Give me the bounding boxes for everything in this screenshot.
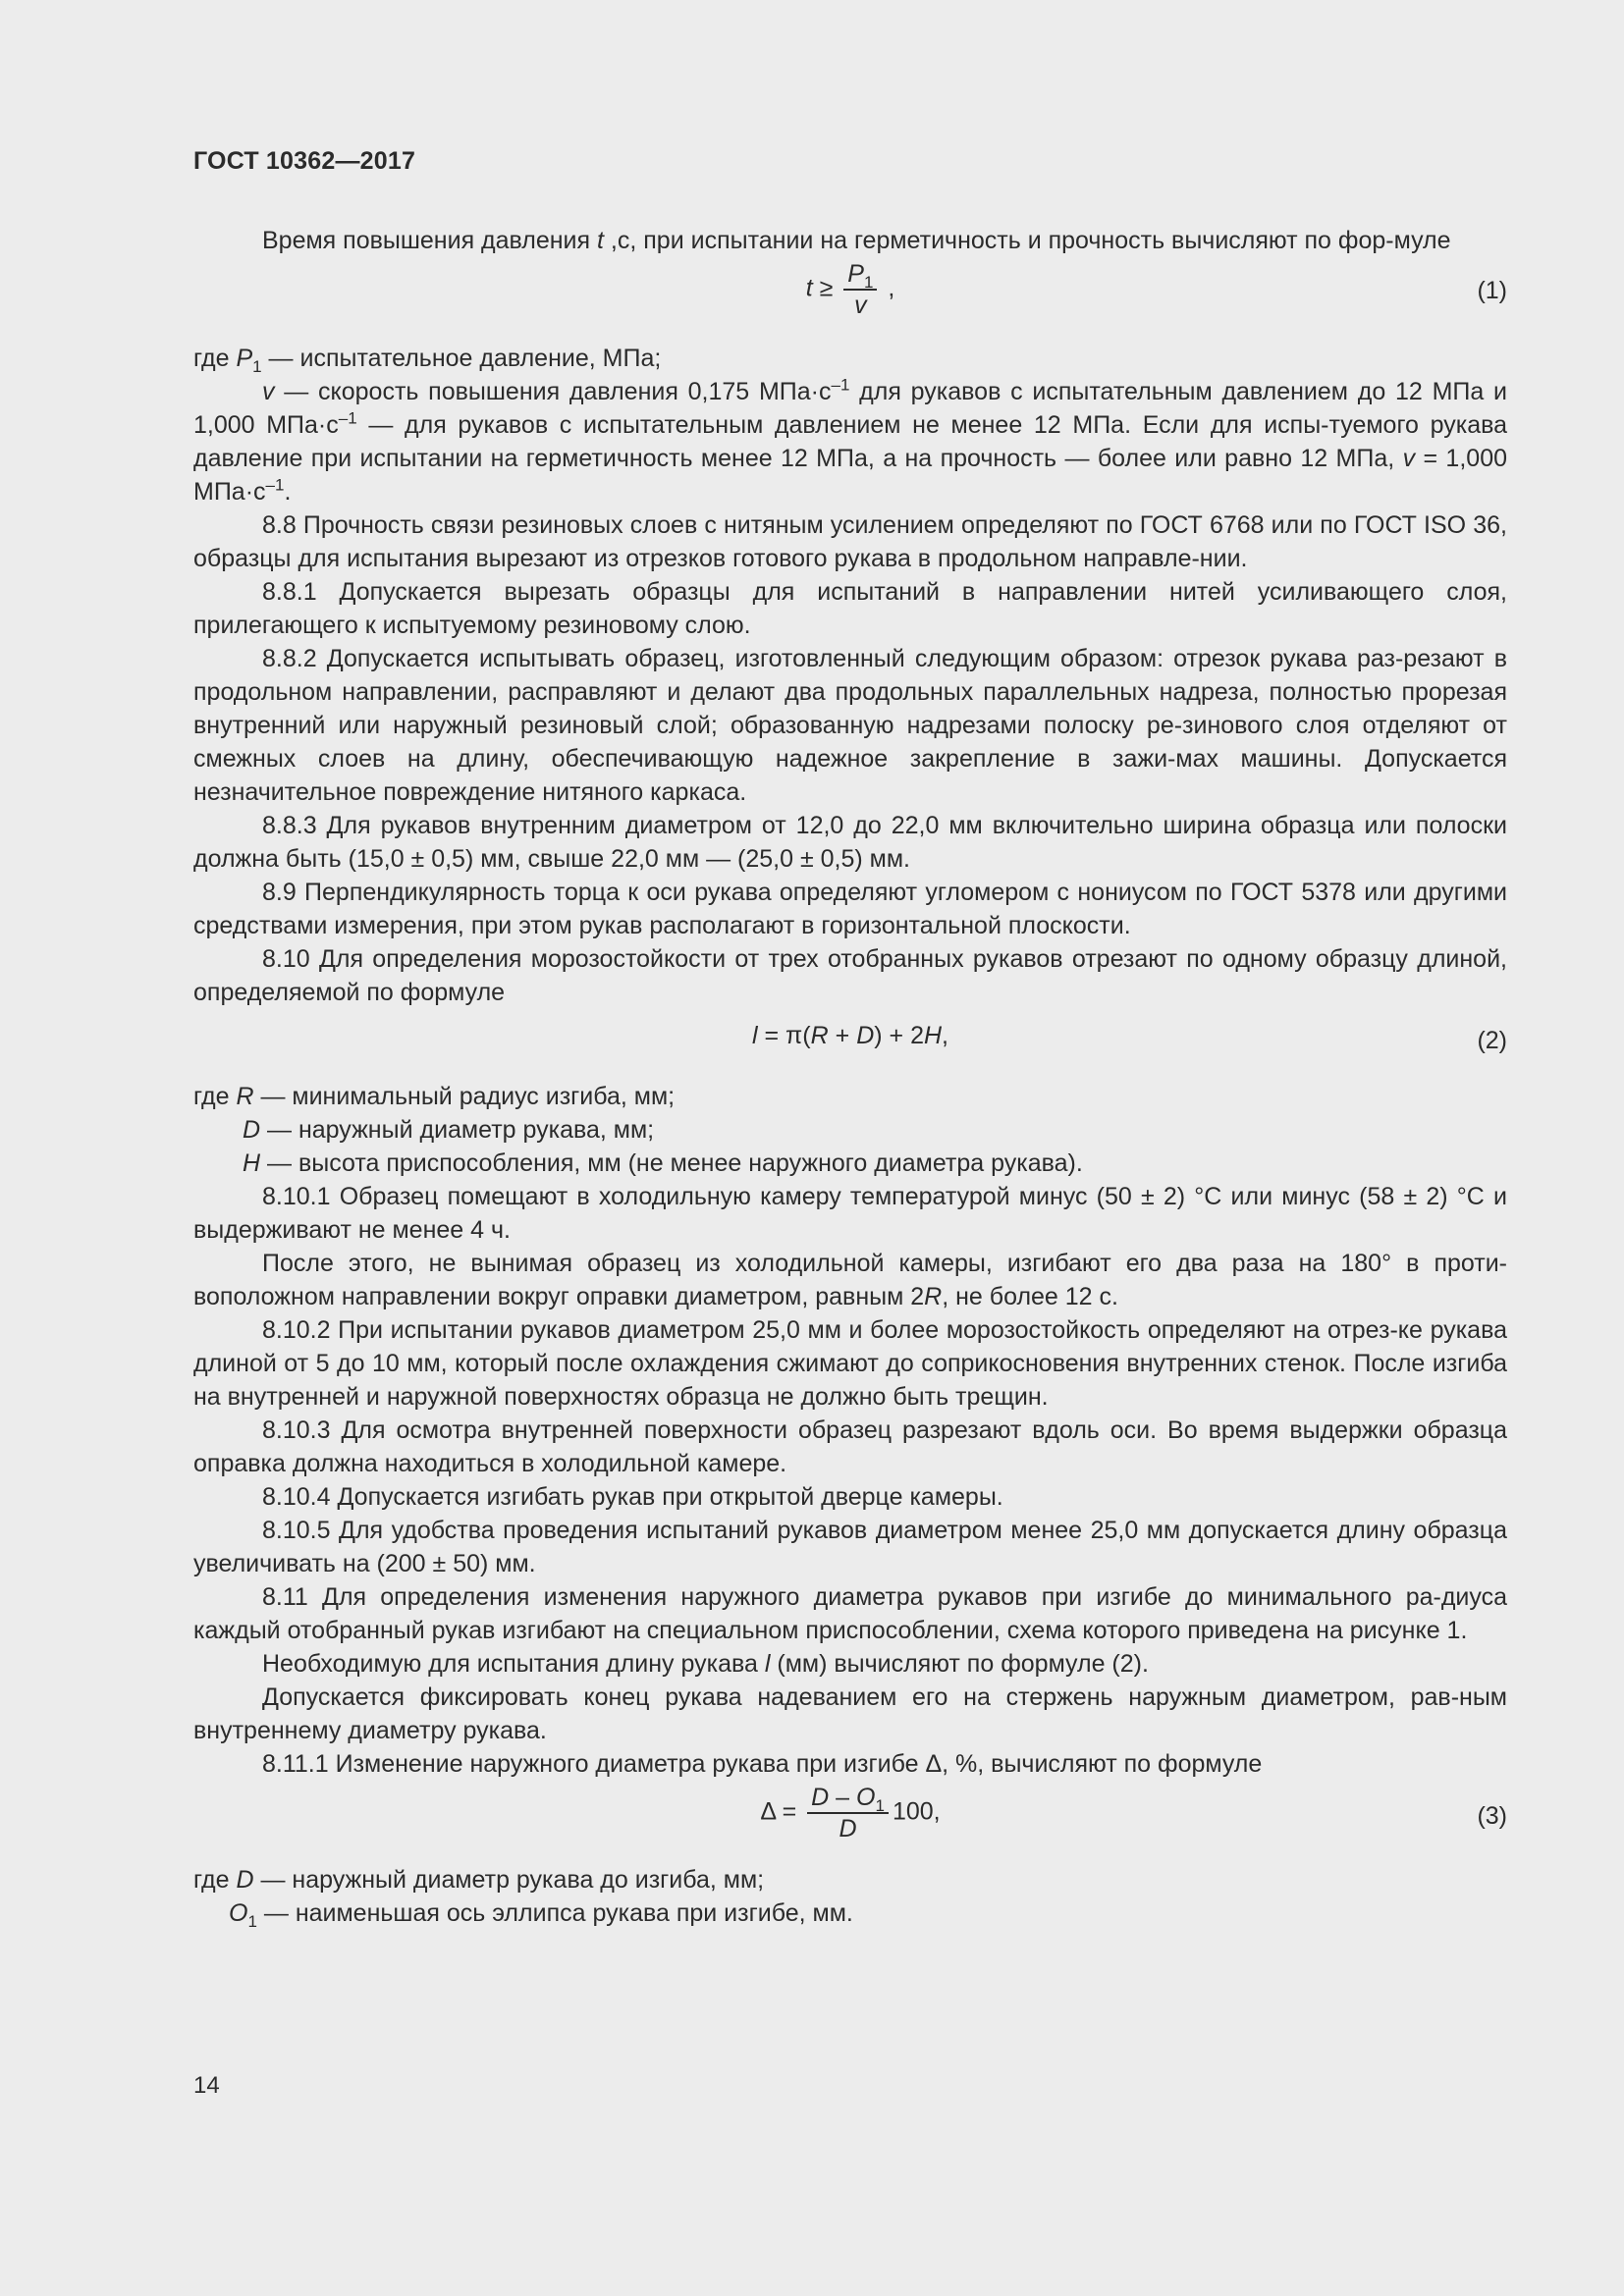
formula-2 (193, 1019, 1507, 1062)
formula-3-fraction: $\frac{D - O_1}{D}$ (807, 1783, 889, 1843)
paragraph-8-10-4: 8.10.4 Допускается изгибать рукав при открытой дверце камеры. (262, 1483, 1003, 1511)
where-o1: $O_1$ — наименьшая ось эллипса рукава при изгибе, мм. (229, 1899, 853, 1931)
paragraph-8-10-1: 8.10.1 Образец помещают в холодильную камеру температурой минус (50 ± 2) °С или минус (58 ± 2) °С и выдерживают не менее 4 ч. (193, 1183, 1507, 1244)
formula-1 (193, 259, 1507, 322)
paragraph-fixing: Допускается фиксировать конец рукава надеванием его на стержень наружным диаметром, рав-ным внутреннему диаметру рукава. (193, 1683, 1507, 1744)
paragraph-8-8: 8.8 Прочность связи резиновых слоев с нитяным усилением определяют по ГОСТ 6768 или по ГОСТ ISO 36, образцы для испытания вырезают из отрезков готового рукава в продольном направле-нии. (193, 511, 1507, 572)
page-number: 14 (193, 2072, 220, 2099)
paragraph-8-8-3: 8.8.3 Для рукавов внутренним диаметром от 12,0 до 22,0 мм включительно ширина образца или полоски должна быть (15,0 ± 0,5) мм, свыше 22,0 мм — (25,0 ± 0,5) мм. (193, 812, 1507, 873)
document-header: ГОСТ 10362—2017 (193, 147, 416, 175)
paragraph-8-10-3: 8.10.3 Для осмотра внутренней поверхности образец разрезают вдоль оси. Во время выдержки образца оправка должна находиться в холодильной камере. (193, 1416, 1507, 1477)
paragraph-8-8-2: 8.8.2 Допускается испытывать образец, изготовленный следующим образом: отрезок рукава раз-резают в продольном направлении, расправляют и делают два продольных параллельных надреза, полностью прорезая внутренний или наружный резиновый слой; образованную надрезами полоску ре-зинового слоя отделяют от смежных слоев на длину, обеспечивающую надежное закрепление в зажи-мах машины. Допускается незначительное повреждение нитяного каркаса. (193, 645, 1507, 806)
paragraph-8-9: 8.9 Перпендикулярность торца к оси рукава определяют угломером с нониусом по ГОСТ 5378 или другими средствами измерения, при этом рукав располагают в горизонтальной плоскости. (193, 879, 1507, 939)
document-body (193, 224, 1507, 1930)
paragraph-8-10-2: 8.10.2 При испытании рукавов диаметром 25,0 мм и более морозостойкость определяют на отрез-ке рукава длиной от 5 до 10 мм, который после охлаждения сжимают до соприкосновения внутренних стенок. После изгиба на внутренней и наружной поверхностях образца не должно быть трещин. (193, 1316, 1507, 1411)
formula-3-number: (3) (1477, 1802, 1507, 1830)
where-r: где R — минимальный радиус изгиба, мм; (193, 1083, 676, 1110)
where-d: D — наружный диаметр рукава, мм; (243, 1116, 655, 1144)
where-v: v — скорость повышения давления 0,175 $МПа\cdot с^{-1}$ для рукавов с испытательным давлением до 12 МПа и 1,000 $МПа\cdot с^{-1}$ — для рукавов с испытательным давлением не менее 12 МПа. Если для испы-туемого рукава давление при испытании на герметичность менее 12 МПа, а на прочность — более или равно 12 МПа, v = 1,000 $МПа\cdot с^{-1}$. (193, 375, 1507, 506)
formula-2-expression: l = π(R + D) + 2H, (751, 1022, 948, 1049)
paragraph-8-11-1: 8.11.1 Изменение наружного диаметра рукава при изгибе Δ, %, вычисляют по формуле (262, 1750, 1263, 1778)
paragraph-after-cooling: После этого, не вынимая образец из холодильной камеры, изгибают его два раза на 180° в проти-воположном направлении вокруг оправки диаметром, равным 2R, не более 12 с. (193, 1250, 1507, 1310)
where-h: H — высота приспособления, мм (не менее наружного диаметра рукава). (243, 1149, 1083, 1177)
formula-2-number: (2) (1477, 1027, 1507, 1054)
where-d-before: где D — наружный диаметр рукава до изгиба, мм; (193, 1866, 765, 1894)
formula-3 (193, 1783, 1507, 1849)
paragraph-8-10: 8.10 Для определения морозостойкости от трех отобранных рукавов отрезают по одному образцу длиной, определяемой по формуле (193, 945, 1507, 1006)
formula-3-expression: Δ = $\frac{D - O_1}{D}$ 100, (760, 1784, 941, 1842)
paragraph-8-11: 8.11 Для определения изменения наружного диаметра рукавов при изгибе до минимального ра-диуса каждый отобранный рукав изгибают на специальном приспособлении, схема которого приведена на рисунке 1. (193, 1583, 1507, 1644)
formula-1-expression: t ≥ $\frac{P_1}{v}$ , (805, 260, 895, 319)
paragraph-8-8-1: 8.8.1 Допускается вырезать образцы для испытаний в направлении нитей усиливающего слоя, прилегающего к испытуемому резиновому слою. (193, 578, 1507, 639)
formula-1-fraction: $\frac{P_1}{v}$ (843, 259, 877, 320)
paragraph-8-10-5: 8.10.5 Для удобства проведения испытаний рукавов диаметром менее 25,0 мм допускается длину образца увеличивать на (200 ± 50) мм. (193, 1517, 1507, 1577)
paragraph-length: Необходимую для испытания длину рукава l (мм) вычисляют по формуле (2). (262, 1650, 1149, 1678)
paragraph-intro: Время повышения давления t ,с, при испытании на герметичность и прочность вычисляют по фор-муле (262, 227, 1451, 254)
formula-1-number: (1) (1477, 277, 1507, 304)
where-p1: где $P_1$ — испытательное давление, МПа; (193, 345, 662, 376)
